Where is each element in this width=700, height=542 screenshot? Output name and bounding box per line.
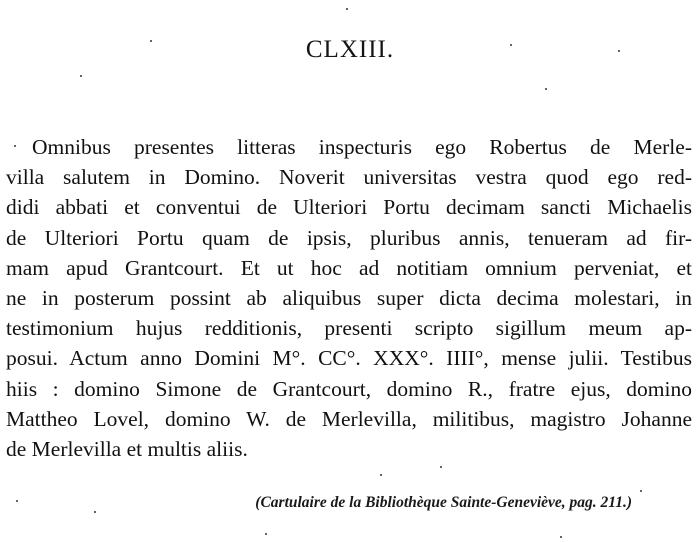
text-line: testimonium hujus redditionis, presenti scripto sigillum meum ap- <box>6 316 692 341</box>
scan-speck <box>380 474 382 476</box>
text-line: Omnibus presentes litteras inspecturis ego Robertus de Merle- <box>32 135 692 159</box>
scan-speck <box>14 145 16 147</box>
scan-speck <box>16 500 18 502</box>
scan-speck <box>265 533 267 535</box>
source-citation: (Cartulaire de la Bibliothèque Sainte-Geneviève, pag. 211.) <box>255 494 632 511</box>
text-line: posui. Actum anno Domini M°. CC°. XXX°. IIII°, mense julii. Testibus <box>6 346 692 371</box>
text-line: didi abbati et conventui de Ulteriori Portu decimam sancti Michaelis <box>6 195 692 220</box>
text-line: hiis : domino Simone de Grantcourt, domino R., fratre ejus, domino <box>6 376 692 401</box>
text-line: de Merlevilla et multis aliis. <box>6 436 248 461</box>
scan-speck <box>94 511 96 513</box>
scan-speck <box>510 44 512 46</box>
scan-speck <box>545 88 547 90</box>
scan-speck <box>560 536 562 538</box>
text-line: villa salutem in Domino. Noverit universitas vestra quod ego red- <box>6 165 692 190</box>
text-line: ne in posterum possint ab aliquibus super dicta decima molestari, in <box>6 285 692 310</box>
scan-speck <box>618 50 620 52</box>
scan-speck <box>346 8 348 10</box>
charter-number-heading: CLXIII. <box>305 36 395 63</box>
text-line: de Ulteriori Portu quam de ipsis, pluribus annis, tenueram ad fir- <box>6 225 692 250</box>
charter-text <box>6 132 692 464</box>
scan-speck <box>80 75 82 77</box>
scan-speck <box>640 490 642 492</box>
scan-speck <box>440 466 442 468</box>
text-line: Mattheo Lovel, domino W. de Merlevilla, militibus, magistro Johanne <box>6 406 692 431</box>
scan-speck <box>150 40 152 42</box>
text-line: mam apud Grantcourt. Et ut hoc ad notitiam omnium perveniat, et <box>6 255 692 280</box>
